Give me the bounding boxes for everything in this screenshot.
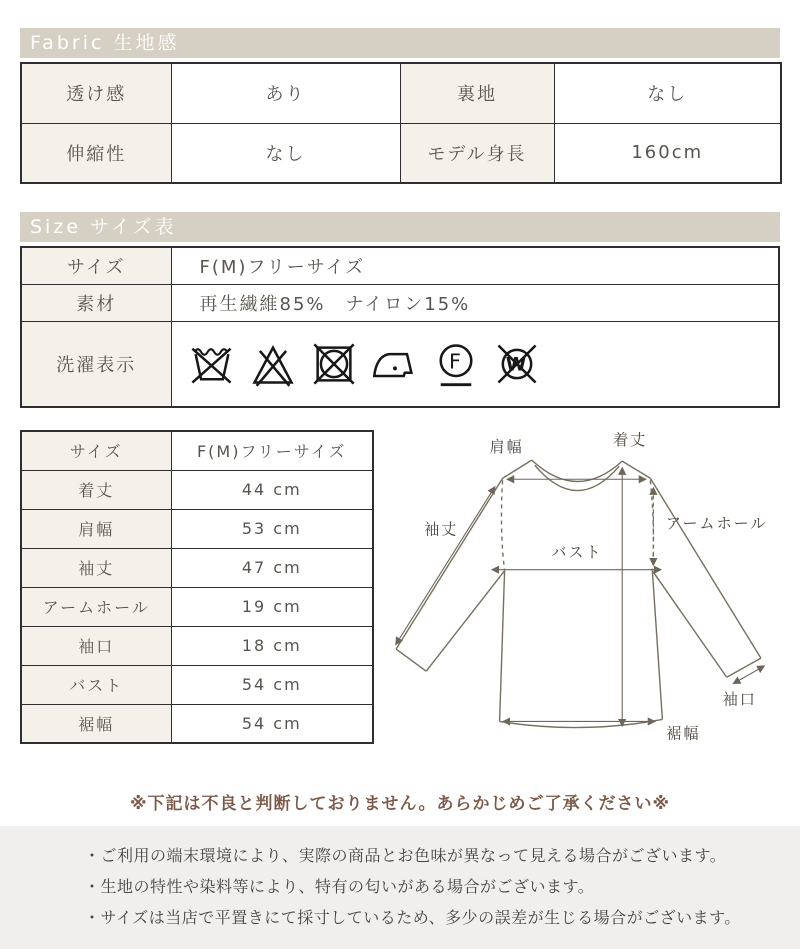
armhole-value: 19 cm (171, 587, 373, 626)
fabric-section-header (20, 28, 780, 58)
m-size-value: F(M)フリーサイズ (171, 431, 373, 470)
bust-label: バスト (21, 665, 171, 704)
do-not-wet-clean-icon (493, 340, 541, 388)
stretch-value: なし (171, 123, 400, 183)
fabric-table (20, 62, 782, 184)
table-row (21, 665, 373, 704)
disclaimer-item: ・生地の特性や染料等により、特有の匂いがある場合がございます。 (84, 876, 595, 896)
measurements-section (20, 430, 780, 777)
armhole-label: アームホール (21, 587, 171, 626)
shoulder-value: 53 cm (171, 509, 373, 548)
care-symbols (188, 340, 779, 388)
measurements-table (20, 430, 374, 744)
model-height-label: モデル身長 (400, 123, 554, 183)
diagram-length-label: 着丈 (613, 431, 648, 450)
length-label: 着丈 (21, 470, 171, 509)
table-row (21, 123, 781, 183)
diagram-armhole-label: アームホール (665, 514, 768, 533)
table-row (21, 321, 779, 407)
garment-diagram-svg (386, 430, 780, 777)
dry-clean-petroleum-icon (432, 340, 480, 388)
m-size-label: サイズ (21, 431, 171, 470)
do-not-bleach-icon (249, 340, 297, 388)
table-row (21, 548, 373, 587)
care-symbols-cell (171, 321, 779, 407)
bust-value: 54 cm (171, 665, 373, 704)
cuff-value: 18 cm (171, 626, 373, 665)
disclaimer-item: ・ご利用の端末環境により、実際の商品とお色味が異なって見える場合がございます。 (84, 845, 727, 865)
stretch-label: 伸縮性 (21, 123, 171, 183)
table-row (21, 431, 373, 470)
size-value: F(M)フリーサイズ (171, 247, 779, 284)
diagram-shoulder-label: 肩幅 (489, 438, 524, 457)
sleeve-length-arrow (396, 487, 494, 644)
cuff-arrow (734, 666, 764, 683)
table-row (21, 470, 373, 509)
sheerness-label: 透け感 (21, 63, 171, 123)
care-label: 洗濯表示 (21, 321, 171, 407)
material-value: 再生繊維85% ナイロン15% (171, 284, 779, 321)
fabric-section-title: Fabric 生地感 (30, 32, 180, 54)
model-height-value: 160cm (554, 123, 781, 183)
do-not-wash-icon (188, 340, 236, 388)
size-section-title: Size サイズ表 (30, 216, 177, 238)
hem-label: 裾幅 (21, 704, 171, 743)
diagram-sleeve-label: 袖丈 (424, 520, 459, 539)
iron-low-heat-icon (371, 340, 419, 388)
table-row (21, 626, 373, 665)
diagram-hem-label: 裾幅 (666, 724, 701, 743)
sleeve-label: 袖丈 (21, 548, 171, 587)
sleeve-value: 47 cm (171, 548, 373, 587)
wet-clean-letter: W (505, 354, 528, 376)
do-not-tumble-dry-icon (310, 340, 358, 388)
disclaimer-box (0, 826, 800, 949)
table-row (21, 63, 781, 123)
dry-clean-letter: F (448, 349, 463, 374)
table-row (21, 587, 373, 626)
lining-label: 裏地 (400, 63, 554, 123)
diagram-bust-label: バスト (551, 543, 603, 562)
shoulder-label: 肩幅 (21, 509, 171, 548)
table-row (21, 509, 373, 548)
material-label: 素材 (21, 284, 171, 321)
size-label: サイズ (21, 247, 171, 284)
lining-value: なし (554, 63, 781, 123)
cuff-label: 袖口 (21, 626, 171, 665)
disclaimer-title: ※下記は不良と判断しておりません。あらかじめご了承ください※ (129, 793, 671, 814)
size-table (20, 246, 780, 408)
length-value: 44 cm (171, 470, 373, 509)
table-row (21, 284, 779, 321)
hem-value: 54 cm (171, 704, 373, 743)
garment-diagram (374, 430, 780, 777)
table-row (21, 247, 779, 284)
size-section-header (20, 212, 780, 242)
disclaimer-item: ・サイズは当店で平置きにて採寸しているため、多少の誤差が生じる場合がございます。 (84, 907, 741, 927)
table-row (21, 704, 373, 743)
diagram-cuff-label: 袖口 (722, 690, 757, 709)
sheerness-value: あり (171, 63, 400, 123)
